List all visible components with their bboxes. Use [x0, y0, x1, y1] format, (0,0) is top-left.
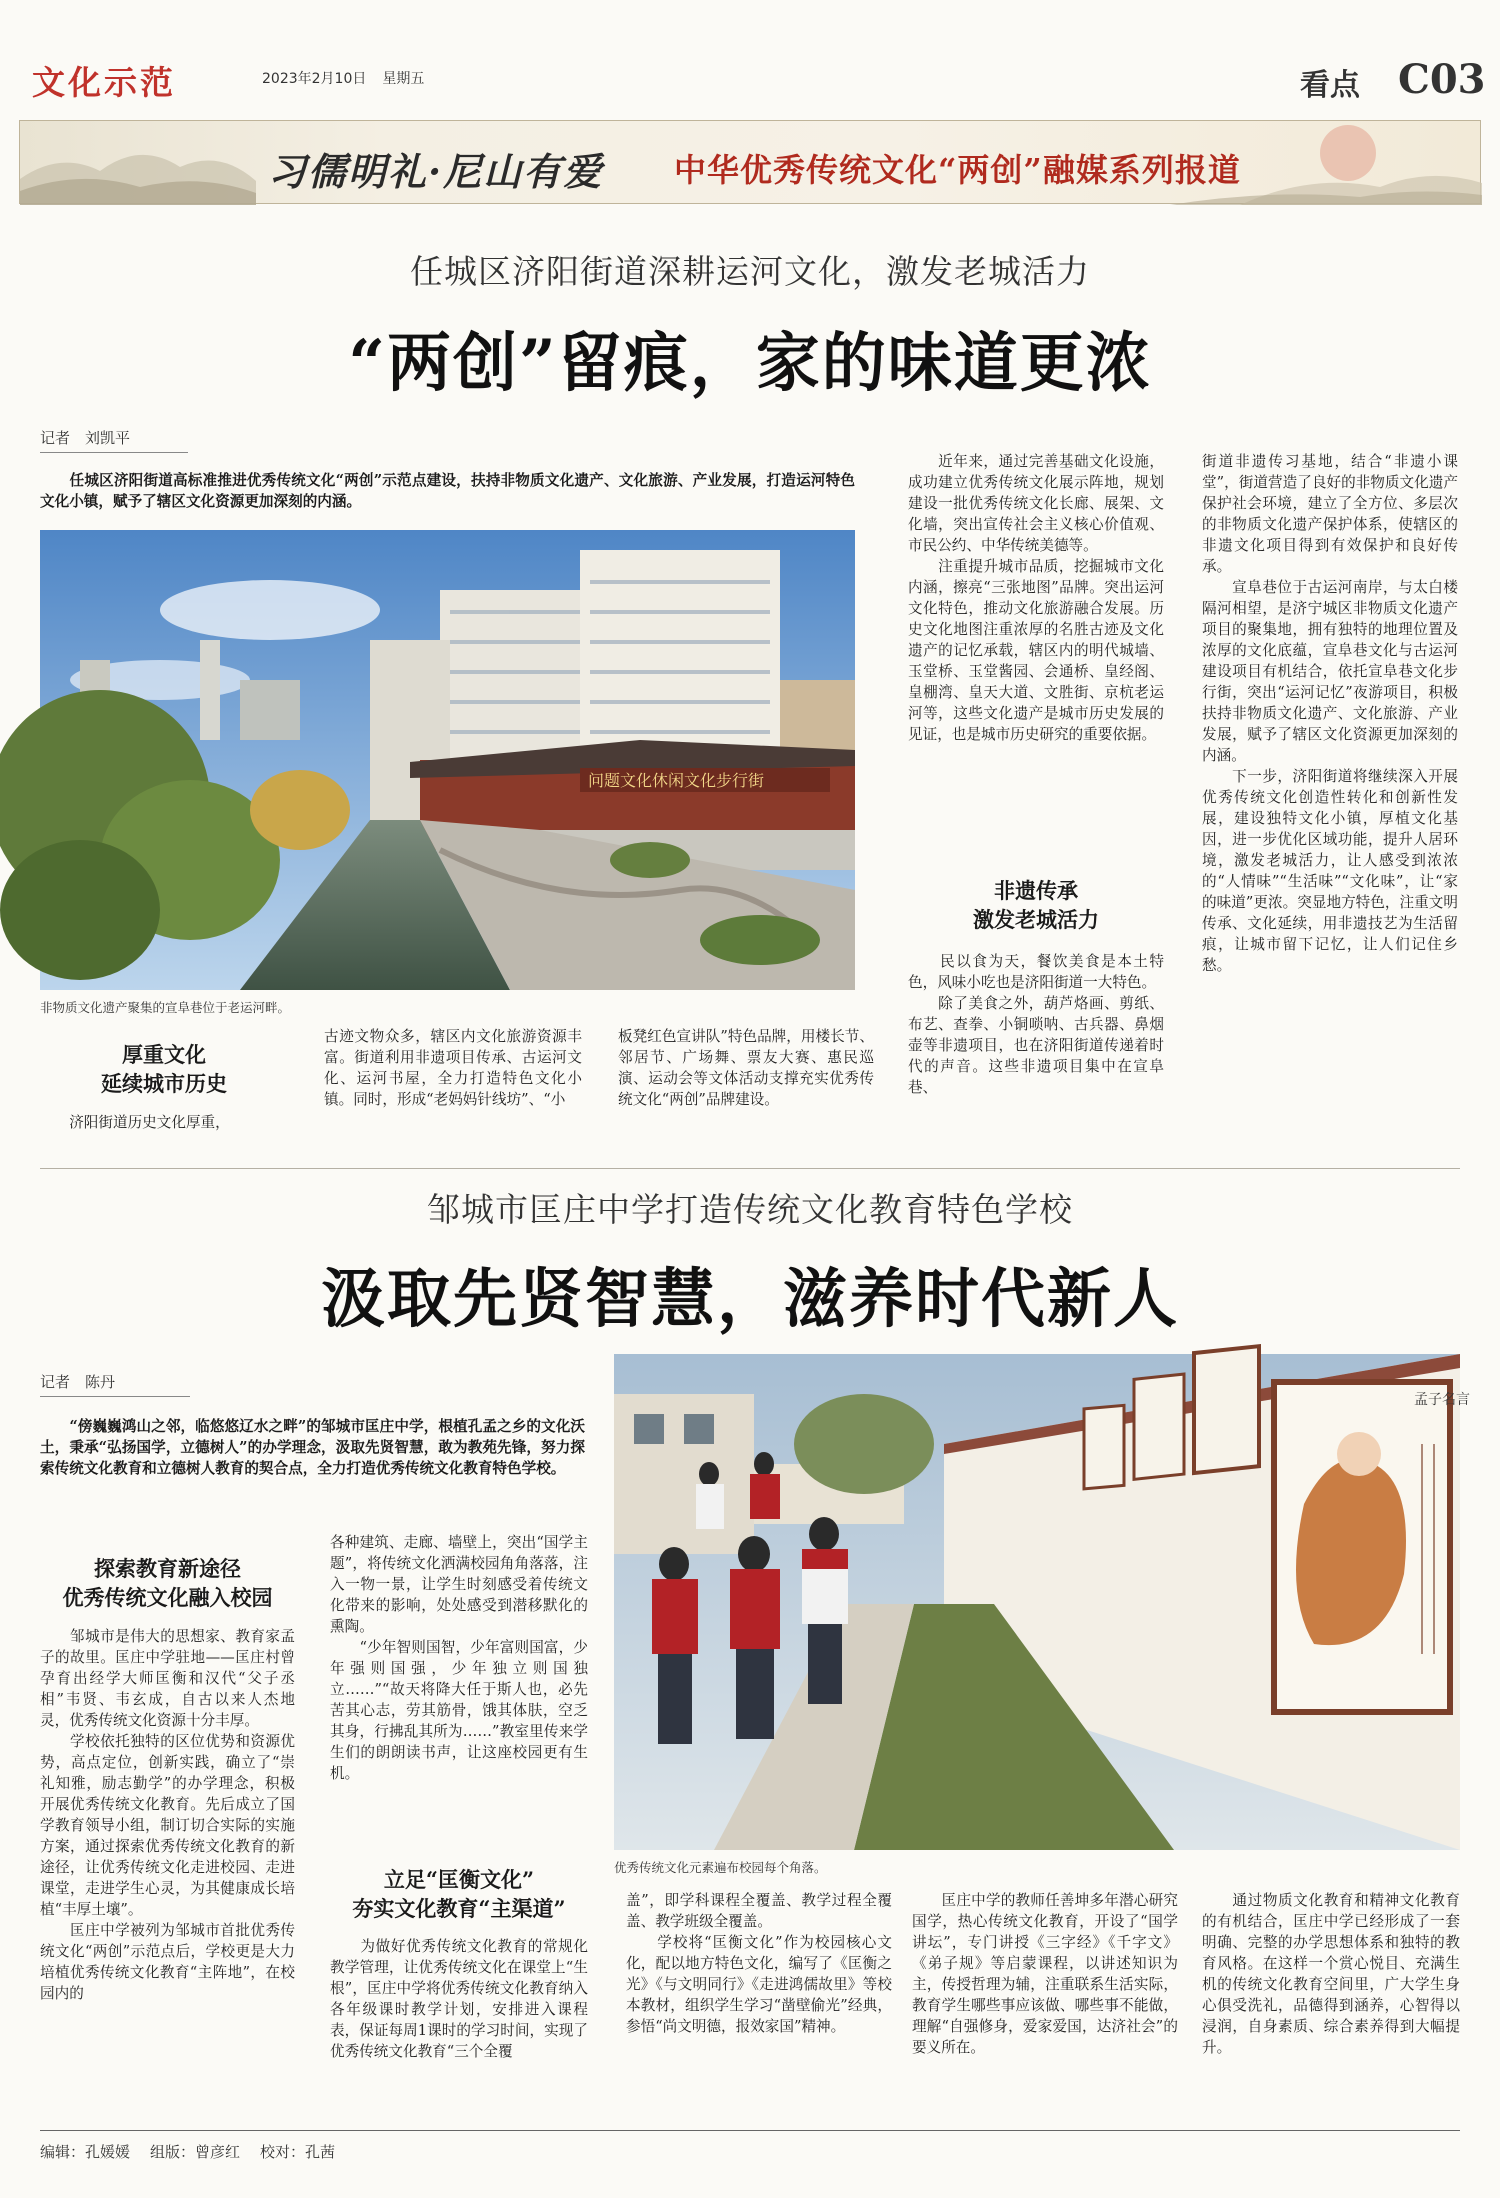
banner-calligraphy: 习儒明礼·尼山有爱 — [268, 149, 604, 194]
section-name: 看点 — [1300, 68, 1360, 103]
editorial-credits — [40, 2141, 335, 2162]
footer-rule — [40, 2130, 1460, 2131]
date-text: 2023年2月10日 — [262, 71, 367, 87]
proof-credit: 校对：孔茜 — [260, 2143, 336, 2161]
article1-headline: “两创”留痕，家的味道更浓 — [348, 326, 1152, 401]
article2-column-2-bottom: 为做好优秀传统文化教育的常规化教学管理，让优秀传统文化在课堂上“生根”，匡庄中学将优秀传统文化教育纳入各年级课时教学计划，安排进入课程表，保证每周1课时的学习时间，实现了优秀传统文化教育“三个全覆 — [330, 1938, 588, 2060]
canal-street-photo — [40, 530, 855, 990]
article2-lead: “傍巍巍鸿山之邻，临悠悠辽水之畔”的邹城市匡庄中学，根植孔孟之乡的文化沃土，秉承“弘扬国学，立德树人”的办学理念，汲取先贤智慧，敢为教苑先锋，努力探索传统文化教育和立德树人教育的契合点，全力打造优秀传统文化教育特色学校。 — [40, 1418, 585, 1477]
article2-column-3: 盖”，即学科课程全覆盖、教学过程全覆盖、教学班级全覆盖。 学校将“匡衡文化”作为校园核心文化，配以地方特色文化，编写了《匡衡之光》《与文明同行》《走进鸿儒故里》等校本教材，组织学生学习“凿壁偷光”经典，参悟“尚文明德，报效家国”精神。 — [626, 1892, 892, 2035]
article1-column-4-top: 近年来，通过完善基础文化设施，成功建立优秀传统文化展示阵地，规划建设一批优秀传统文化长廊、展架、文化墙，突出宣传社会主义核心价值观、市民公约、中华传统美德等。 注重提升城市品质，挖掘城市文化内涵，擦亮“三张地图”品牌。突出运河文化特色，推动文化旅游融合发展。历史文化地图注重浓厚的名胜古迹及文化遗产的记忆承载，辖区内的明代城墙、玉堂桥、玉堂酱园、会通桥、皇经阁、皇棚湾、皇天大道、文胜街、京杭老运河等，这些文化遗产是城市历史发展的见证，也是城市历史研究的重要依据。 — [908, 453, 1164, 743]
article2-kicker: 邹城市匡庄中学打造传统文化教育特色学校 — [427, 1190, 1073, 1229]
article1-column-2: 古迹文物众多，辖区内文化旅游资源丰富。街道利用非遗项目传承、古运河文化、运河书屋，全力打造特色文化小镇。同时，形成“老妈妈针线坊”、“小 — [324, 1028, 582, 1108]
article1-column-5: 街道非遗传习基地，结合“非遗小课堂”，街道营造了良好的非物质文化遗产保护社会环境，建立了全方位、多层次的非物质文化遗产保护体系，使辖区的非遗文化项目得到有效保护和良好传承。 宣阜巷位于古运河南岸，与太白楼隔河相望，是济宁城区非物质文化遗产项目的聚集地，拥有独特的地理位置及浓厚的文化底蕴，宣阜巷文化与古运河建设项目有机结合，依托宣阜巷文化步行街，突出“运河记忆”夜游项目，积极扶持非物质文化遗产、文化旅游、产业发展，赋予了辖区文化资源更加深刻的内涵。 下一步，济阳街道将继续深入开展优秀传统文化创造性转化和创新性发展，建设独特文化小镇，厚植文化基因，进一步优化区域功能，提升人居环境，激发老城活力，让人感受到浓浓的“人情味”“生活味”“文化味”，让“家的味道”更浓。突显地方特色，注重文明传承、文化延续，用非遗技艺为生活留痕，让城市留下记忆，让人们记住乡愁。 — [1202, 453, 1458, 974]
banner-series-title: 中华优秀传统文化“两创”融媒系列报道 — [674, 151, 1241, 189]
byline-rule — [40, 452, 188, 453]
article1-subhead-heritage: 非遗传承 激发老城活力 — [973, 878, 1099, 932]
article1-byline: 记者 刘凯平 — [40, 429, 131, 447]
issue-date — [262, 68, 424, 88]
layout-credit: 组版：曾彦红 — [150, 2143, 241, 2161]
article2-column-2-top: 各种建筑、走廊、墙壁上，突出“国学主题”，将传统文化洒满校园角角落落，注入一物一景，让学生时刻感受着传统文化带来的影响，处处感受到潜移默化的熏陶。 “少年智则国智，少年富则国富，少年强则国强，少年独立则国独立……”“故天将降大任于斯人也，必先苦其心志，劳其筋骨，饿其体肤，空乏其身，行拂乱其所为……”教室里传来学生们的朗朗读书声，让这座校园更有生机。 — [330, 1534, 588, 1782]
article1-column-3: 板凳红色宣讲队”特色品牌，用楼长节、邻居节、广场舞、票友大赛、惠民巡演、运动会等文体活动支撑充实优秀传统文化“两创”品牌建设。 — [618, 1028, 874, 1108]
byline-rule — [40, 1396, 190, 1397]
article1-lead: 任城区济阳街道高标准推进优秀传统文化“两创”示范点建设，扶持非物质文化遗产、文化旅游、产业发展，打造运河特色文化小镇，赋予了辖区文化资源更加深刻的内涵。 — [40, 472, 855, 510]
article1-column-4-bottom: 民以食为天，餐饮美食是本土特色，风味小吃也是济阳街道一大特色。 除了美食之外，葫芦烙画、剪纸、布艺、查拳、小铜唢呐、古兵器、鼻烟壶等非遗项目，也在济阳街道传递着时代的声音。这些非遗项目集中在宣阜巷、 — [908, 953, 1164, 1096]
series-banner — [19, 120, 1481, 204]
article2-column-5: 通过物质文化教育和精神文化教育的有机结合，匡庄中学已经形成了一套明确、完整的办学思想体系和独特的教育风格。在这样一个赏心悦目、充满生机的传统文化教育空间里，广大学生身心俱受洗礼，品德得到涵养，心智得以浸润，自身素质、综合素养得到大幅提升。 — [1202, 1892, 1460, 2056]
photo2-caption: 优秀传统文化元素遍布校园每个角落。 — [614, 1860, 827, 1875]
article1-kicker: 任城区济阳街道深耕运河文化，激发老城活力 — [410, 252, 1090, 291]
article1-column-1: 济阳街道历史文化厚重， — [40, 1114, 230, 1131]
street-sign-text: 问题文化休闲文化步行街 — [588, 771, 765, 790]
photo1-caption: 非物质文化遗产聚集的宣阜巷位于老运河畔。 — [40, 1000, 291, 1015]
school-courtyard-photo — [614, 1354, 1470, 1850]
weekday-text: 星期五 — [382, 71, 425, 87]
newspaper-brand: 文化示范 — [32, 63, 176, 102]
article2-subhead-kuangheng: 立足“匡衡文化” 夯实文化教育“主渠道” — [352, 1867, 566, 1921]
article2-byline: 记者 陈丹 — [40, 1373, 116, 1391]
article2-subhead-explore: 探索教育新途径 优秀传统文化融入校园 — [62, 1556, 273, 1610]
article2-column-4: 匡庄中学的教师任善坤多年潜心研究国学，热心传统文化教育，开设了“国学讲坛”，专门讲授《三字经》《千字文》《弟子规》等启蒙课程，以讲述知识为主，传授哲理为辅，注重联系生活实际，教育学生哪些事应该做、哪些事不能做，理解“自强修身，爱家爱国，达济社会”的要义所在。 — [912, 1892, 1178, 2056]
page-number: C03 — [1398, 56, 1486, 103]
article2-column-1: 邹城市是伟大的思想家、教育家孟子的故里。匡庄中学驻地——匡庄村曾孕育出经学大师匡衡和汉代“父子丞相”韦贤、韦玄成，自古以来人杰地灵，优秀传统文化资源十分丰厚。 学校依托独特的区位优势和资源优势，高点定位，创新实践，确立了“崇礼知雅，励志勤学”的办学理念，积极开展优秀传统文化教育。先后成立了国学教育领导小组，制订切合实际的实施方案，通过探索优秀传统文化教育的新途径，让优秀传统文化走进校园、走进课堂，走进学生心灵，为其健康成长培植“丰厚土壤”。 匡庄中学被列为邹城市首批优秀传统文化“两创”示范点后，学校更是大力培植优秀传统文化教育“主阵地”，在校园内的 — [40, 1628, 295, 2002]
article-divider — [40, 1168, 1460, 1169]
banner-sun-icon — [1320, 125, 1376, 181]
plaque-title: 孟子名言 — [1414, 1392, 1470, 1408]
editor-credit: 编辑：孔媛媛 — [40, 2143, 131, 2161]
article1-subhead-history: 厚重文化 延续城市历史 — [101, 1042, 227, 1096]
article2-headline: 汲取先贤智慧，滋养时代新人 — [321, 1262, 1179, 1337]
